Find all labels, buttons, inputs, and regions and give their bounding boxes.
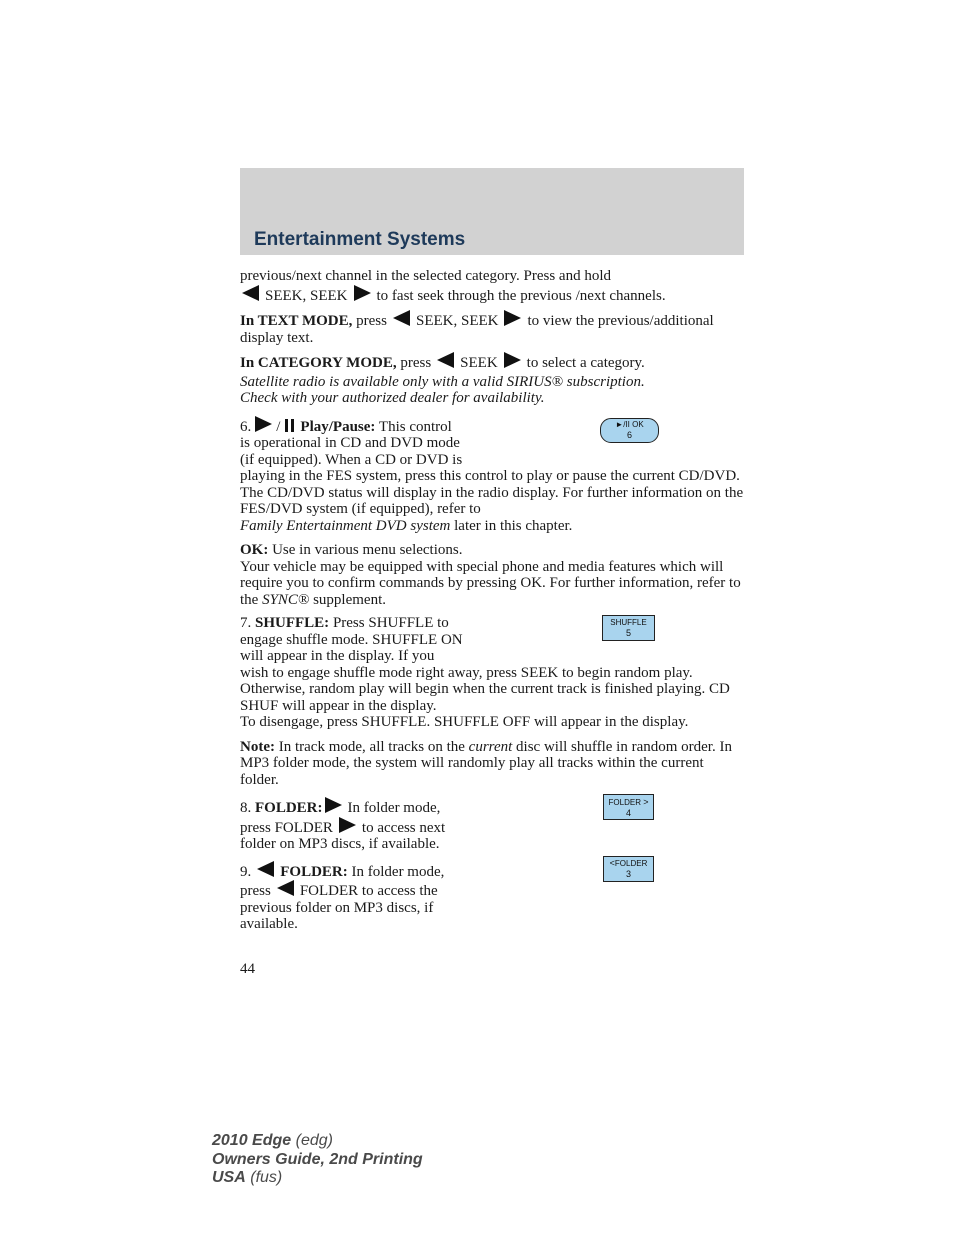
chevron-right-icon: > [643, 796, 649, 807]
folder-left-arrow-icon [277, 880, 294, 896]
folder-prev-button-image: <FOLDER 3 [603, 856, 654, 882]
play-pause-ok-button-image: ►/II OK 6 [600, 418, 659, 443]
play-icon [255, 416, 272, 432]
folder-right-arrow-icon [339, 817, 356, 833]
seek-left-arrow-icon [242, 285, 259, 301]
pause-icon [284, 419, 296, 432]
item-shuffle: SHUFFLE 5 7. SHUFFLE: Press SHUFFLE to engage shuffle mode. SHUFFLE ON will appear in the display. If you wish to engage shuffle mode right away, press SEEK to begin random play. Otherwise, random play will begin when the current track is finished playing. CD SHUF will appear in the display. To disengage, press SHUFFLE. SHUFFLE OFF will appear in the display. [240, 615, 730, 730]
category-mode-paragraph: In CATEGORY MODE, press SEEK to select a category. [240, 352, 744, 372]
shuffle-note: Note: In track mode, all tracks on the current disc will shuffle in random order. In MP3 folder mode, the system will randomly play all tracks within the current folder. [240, 738, 732, 788]
page-content [240, 268, 744, 939]
seek-intro-paragraph: previous/next channel in the selected category. Press and hold SEEK, SEEK to fast seek through the previous /next channels. [240, 268, 666, 304]
satellite-note: Satellite radio is available only with a valid SIRIUS® subscription. Check with your authorized dealer for availability. [240, 373, 645, 406]
chevron-left-icon: < [609, 858, 615, 868]
folder-right-arrow-icon [325, 797, 342, 813]
ok-paragraph: OK: Use in various menu selections. Your vehicle may be equipped with special phone and media features which will require you to confirm commands by pressing OK. For further information, refer to the SYNC® supplement. [240, 542, 741, 608]
document-footer: 2010 Edge (edg) Owners Guide, 2nd Printing USA (fus) [212, 1132, 423, 1186]
item-play-pause: ►/II OK 6 6. / Play/Pause: This control is operational in CD and DVD mode (if equipped). When a CD or DVD is playing in the FES system, press this control to play or pause the current CD/DVD. The CD/DVD status will display in the radio display. For further information on the FES/DVD system (if equipped), refer to Family Entertainment DVD system later in this chapter. [240, 416, 744, 535]
section-header-band [240, 168, 744, 255]
page-number: 44 [240, 961, 255, 977]
item-folder-next: FOLDER > 4 8. FOLDER: In folder mode, press FOLDER to access next folder on MP3 discs, if available. [240, 797, 744, 853]
text-mode-paragraph: In TEXT MODE, press SEEK, SEEK to view the previous/additional display text. [240, 310, 744, 346]
seek-right-arrow-icon [504, 352, 521, 368]
folder-left-arrow-icon [257, 861, 274, 877]
item-folder-prev: <FOLDER 3 9. FOLDER: In folder mode, press FOLDER to access the previous folder on MP3 discs, if available. [240, 861, 744, 933]
section-title: Entertainment Systems [254, 229, 466, 250]
shuffle-button-image: SHUFFLE 5 [602, 615, 655, 641]
folder-next-button-image: FOLDER > 4 [603, 794, 654, 820]
seek-right-arrow-icon [354, 285, 371, 301]
seek-right-arrow-icon [504, 310, 521, 326]
seek-left-arrow-icon [437, 352, 454, 368]
seek-left-arrow-icon [393, 310, 410, 326]
